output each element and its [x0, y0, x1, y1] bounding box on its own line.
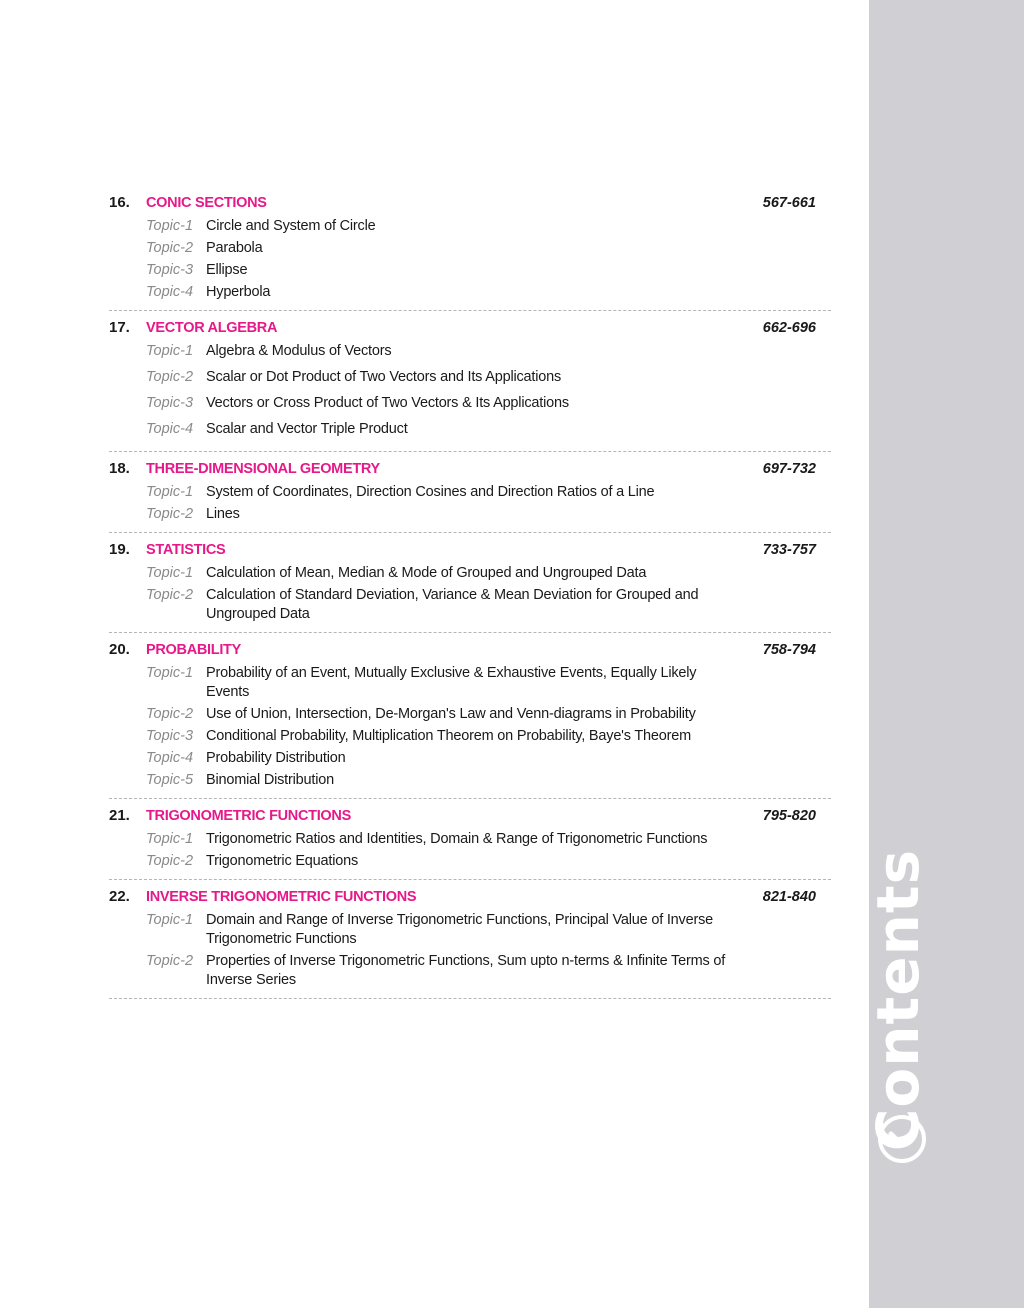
topic-text[interactable]: Scalar or Dot Product of Two Vectors and Its Applications [206, 369, 562, 385]
topic-label: Topic-2 [146, 706, 194, 722]
topic-label: Topic-1 [146, 831, 194, 847]
topic-text[interactable]: Binomial Distribution [206, 772, 334, 788]
chapter-heading [109, 637, 831, 663]
chapter-title[interactable]: THREE-DIMENSIONAL GEOMETRY [146, 461, 380, 477]
topic-text[interactable]: System of Coordinates, Direction Cosines and Direction Ratios of a Line [206, 484, 655, 500]
sidebar-title: Contents [864, 848, 932, 1152]
topic-label: Topic-2 [146, 240, 194, 256]
topic-row [109, 260, 831, 282]
chapter-number: 20. [109, 641, 130, 658]
topic-text[interactable]: Calculation of Standard Deviation, Variance & Mean Deviation for Grouped and Ungrouped Data [206, 587, 699, 622]
topic-label: Topic-1 [146, 218, 194, 234]
topic-label: Topic-4 [146, 421, 194, 437]
chapter-title[interactable]: INVERSE TRIGONOMETRIC FUNCTIONS [146, 889, 417, 905]
topic-row [109, 704, 831, 726]
chapter-entry [109, 311, 831, 452]
topic-text[interactable]: Properties of Inverse Trigonometric Functions, Sum upto n-terms & Infinite Terms of Inverse Series [206, 953, 726, 988]
chapter-pages: 821-840 [762, 889, 816, 905]
topic-label: Topic-3 [146, 262, 194, 278]
topic-row [109, 419, 831, 445]
chapter-title[interactable]: PROBABILITY [146, 642, 241, 658]
topic-text[interactable]: Probability of an Event, Mutually Exclusive & Exhaustive Events, Equally Likely Events [206, 665, 697, 700]
chapter-number: 17. [109, 319, 130, 336]
topic-text[interactable]: Ellipse [206, 262, 248, 278]
topic-row [109, 585, 831, 626]
topic-label: Topic-1 [146, 484, 194, 500]
topic-text[interactable]: Trigonometric Equations [206, 853, 359, 869]
topic-row [109, 504, 831, 526]
topic-text[interactable]: Calculation of Mean, Median & Mode of Grouped and Ungrouped Data [206, 565, 647, 581]
topic-row [109, 482, 831, 504]
chapter-number: 21. [109, 807, 130, 824]
topic-text[interactable]: Domain and Range of Inverse Trigonometric Functions, Principal Value of Inverse Trigonometric Functions [206, 912, 714, 947]
topic-label: Topic-2 [146, 853, 194, 869]
chapter-heading [109, 190, 831, 216]
chapter-entry [109, 186, 831, 311]
chapter-pages: 733-757 [762, 542, 816, 558]
chapter-heading [109, 537, 831, 563]
chapter-number: 22. [109, 888, 130, 905]
chapter-pages: 697-732 [762, 461, 816, 477]
chapter-pages: 795-820 [762, 808, 816, 824]
chapter-title[interactable]: TRIGONOMETRIC FUNCTIONS [146, 808, 351, 824]
chapter-number: 19. [109, 541, 130, 558]
topic-row [109, 663, 831, 704]
topic-text[interactable]: Probability Distribution [206, 750, 346, 766]
topic-label: Topic-4 [146, 284, 194, 300]
topic-text[interactable]: Algebra & Modulus of Vectors [206, 343, 392, 359]
topic-label: Topic-3 [146, 728, 194, 744]
topic-row [109, 563, 831, 585]
topic-row [109, 951, 831, 992]
topic-text[interactable]: Scalar and Vector Triple Product [206, 421, 408, 437]
chapter-pages: 567-661 [762, 195, 816, 211]
topic-text[interactable]: Trigonometric Ratios and Identities, Domain & Range of Trigonometric Functions [206, 831, 708, 847]
topic-row [109, 238, 831, 260]
topic-label: Topic-4 [146, 750, 194, 766]
chapter-heading [109, 315, 831, 341]
chapter-entry [109, 633, 831, 799]
table-of-contents [109, 186, 831, 999]
topic-row [109, 748, 831, 770]
topic-row [109, 770, 831, 792]
chapter-entry [109, 452, 831, 533]
chapter-number: 18. [109, 460, 130, 477]
topic-row [109, 216, 831, 238]
topic-label: Topic-1 [146, 343, 194, 359]
chapter-heading [109, 803, 831, 829]
topic-row [109, 393, 831, 419]
chapter-entry [109, 799, 831, 880]
topic-text[interactable]: Lines [206, 506, 240, 522]
topic-label: Topic-1 [146, 565, 194, 581]
chapter-title[interactable]: STATISTICS [146, 542, 226, 558]
topic-label: Topic-5 [146, 772, 194, 788]
chapter-entry [109, 880, 831, 999]
topic-row [109, 282, 831, 304]
topic-label: Topic-2 [146, 506, 194, 522]
topic-text[interactable]: Vectors or Cross Product of Two Vectors & Its Applications [206, 395, 569, 411]
topic-row [109, 910, 831, 951]
chapter-title[interactable]: CONIC SECTIONS [146, 195, 267, 211]
topic-text[interactable]: Conditional Probability, Multiplication Theorem on Probability, Baye's Theorem [206, 728, 691, 744]
chapter-number: 16. [109, 194, 130, 211]
chapter-heading [109, 456, 831, 482]
topic-label: Topic-2 [146, 369, 194, 385]
topic-row [109, 726, 831, 748]
topic-label: Topic-1 [146, 912, 194, 928]
topic-label: Topic-2 [146, 953, 194, 969]
chapter-entry [109, 533, 831, 633]
topic-text[interactable]: Circle and System of Circle [206, 218, 376, 234]
topic-text[interactable]: Use of Union, Intersection, De-Morgan's Law and Venn-diagrams in Probability [206, 706, 696, 722]
topic-label: Topic-3 [146, 395, 194, 411]
chapter-title[interactable]: VECTOR ALGEBRA [146, 320, 278, 336]
topic-label: Topic-1 [146, 665, 194, 681]
chapter-heading [109, 884, 831, 910]
topic-label: Topic-2 [146, 587, 194, 603]
topic-row [109, 851, 831, 873]
topic-text[interactable]: Parabola [206, 240, 263, 256]
topic-row [109, 829, 831, 851]
topic-row [109, 341, 831, 367]
topic-text[interactable]: Hyperbola [206, 284, 271, 300]
chapter-pages: 662-696 [762, 320, 816, 336]
topic-row [109, 367, 831, 393]
circle-chevron-icon [876, 1113, 928, 1165]
chapter-pages: 758-794 [762, 642, 816, 658]
